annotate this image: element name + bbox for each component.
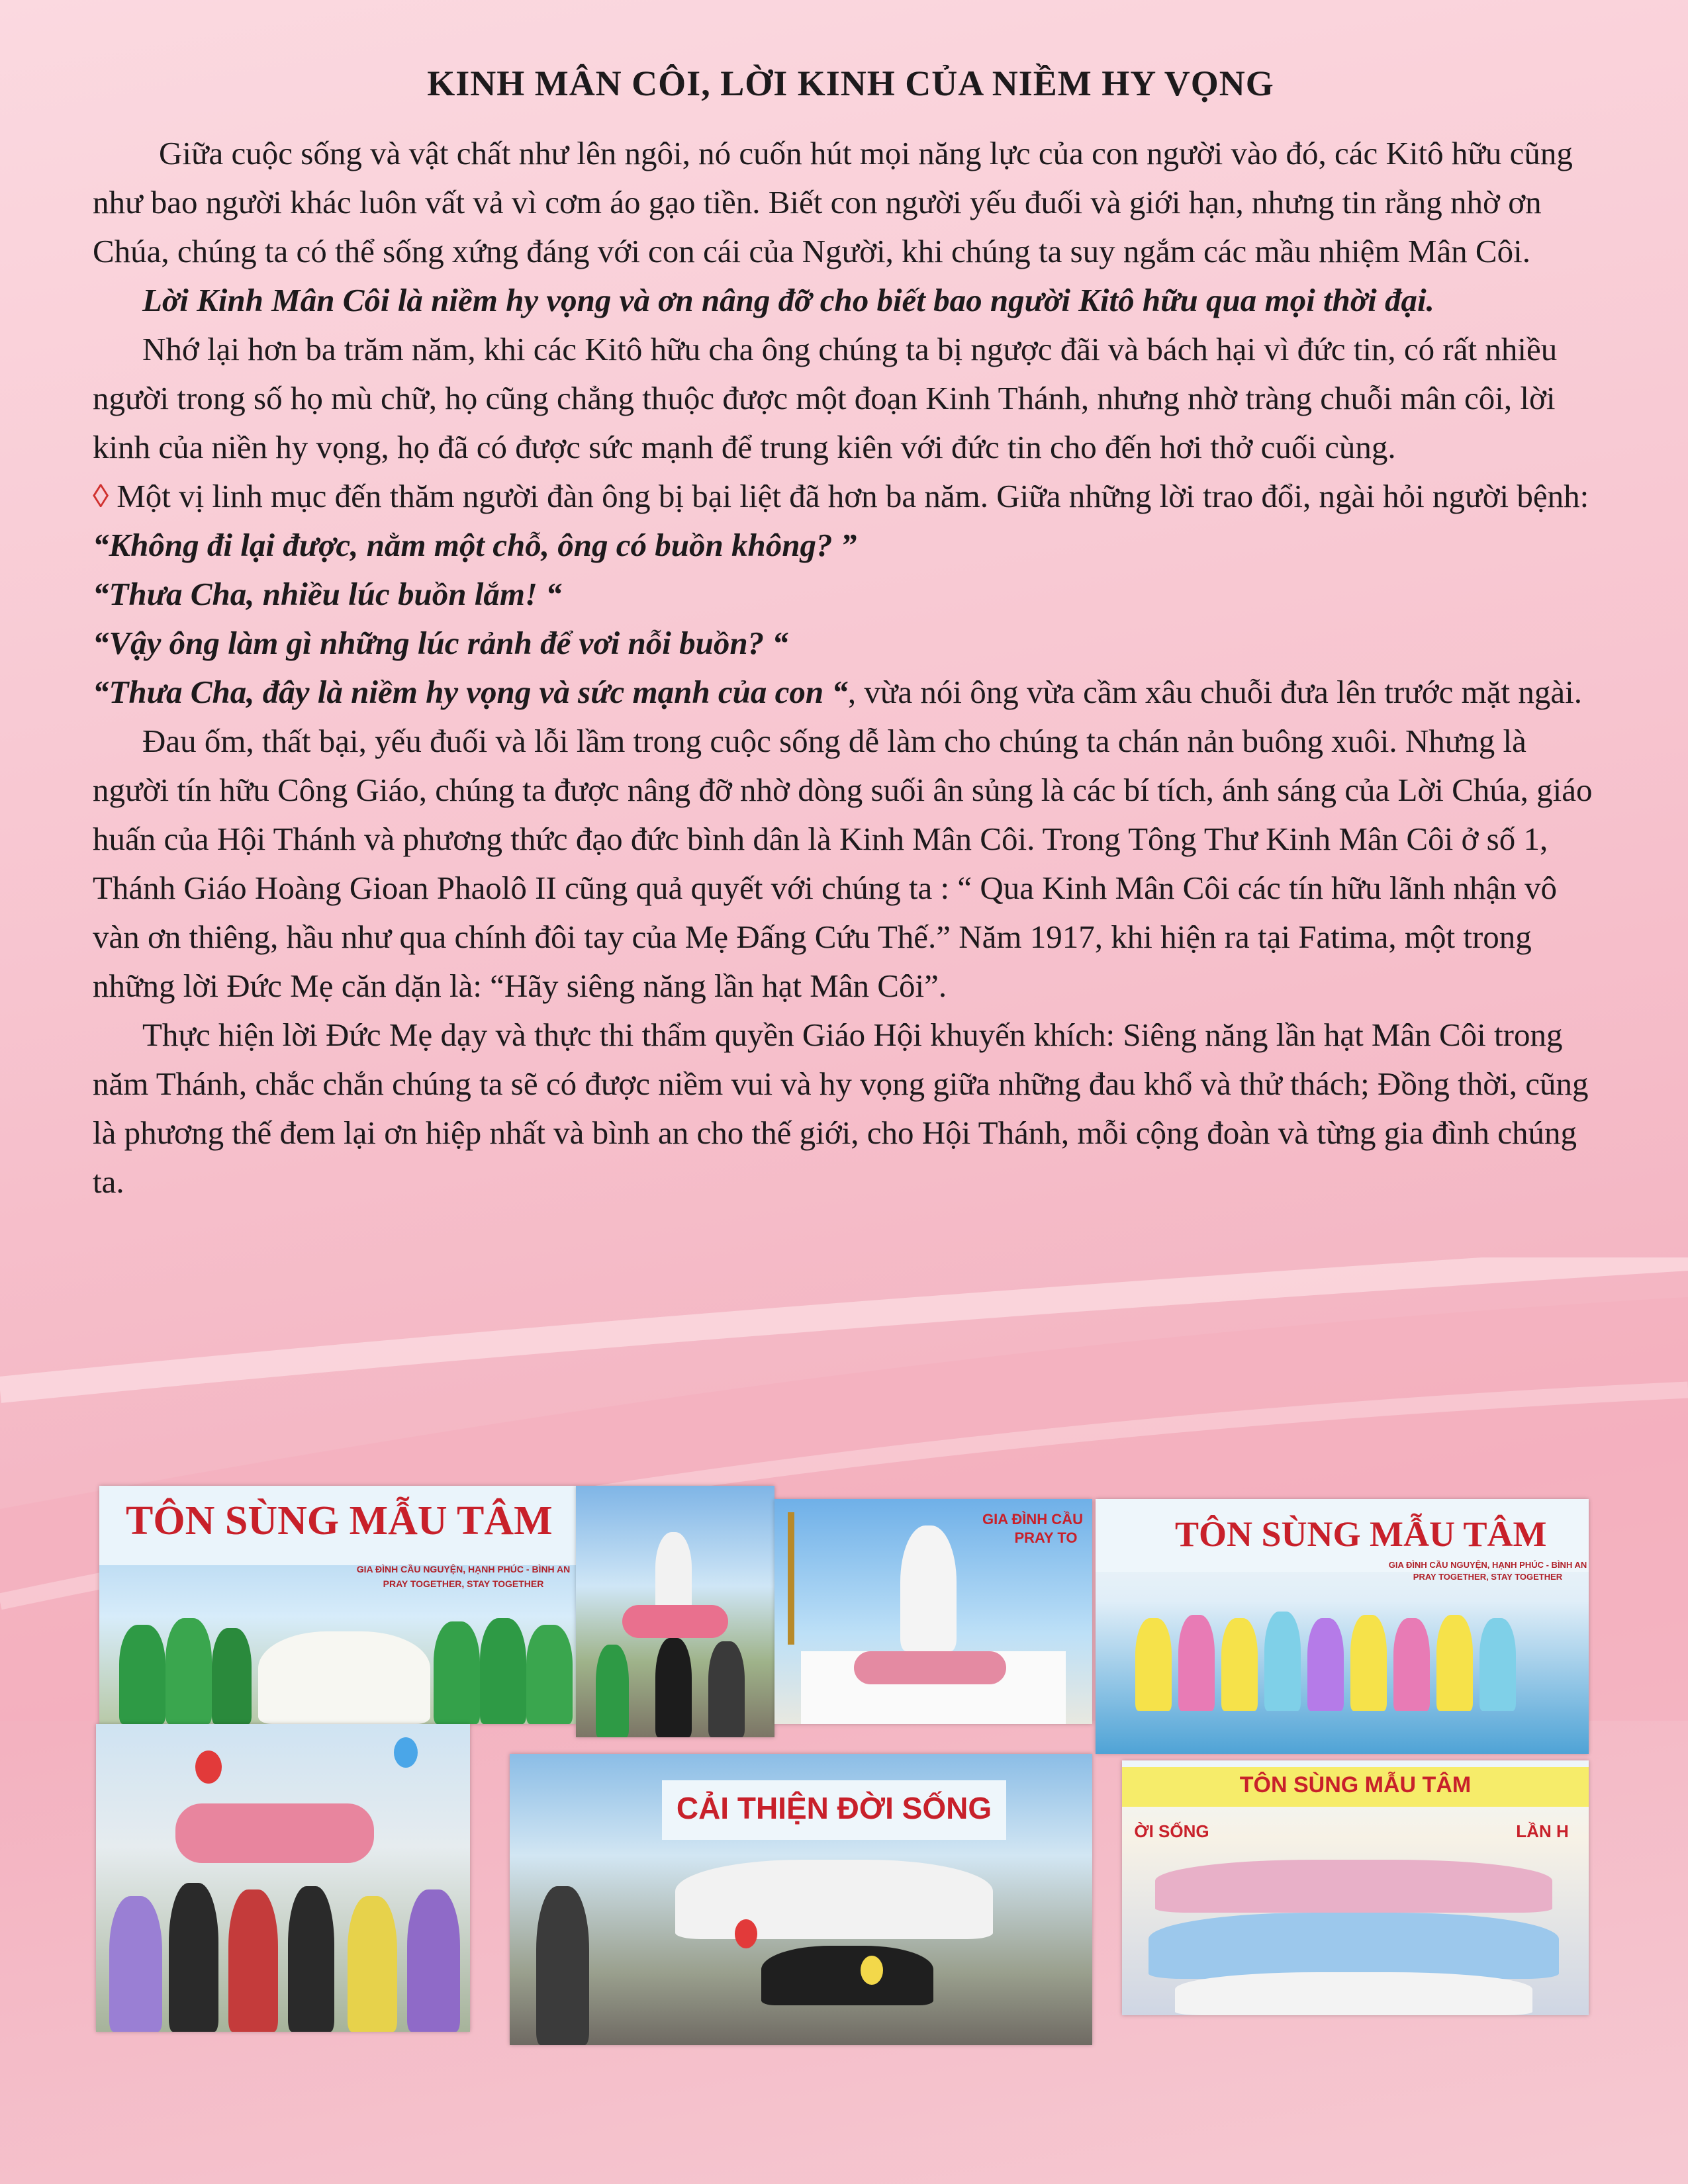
- article: [93, 63, 1609, 1206]
- banner-subtitle: PRAY TO: [1014, 1529, 1078, 1546]
- banner-title: CẢI THIỆN ĐỜI SỐNG: [676, 1791, 992, 1825]
- photo-dancers: [1096, 1499, 1589, 1754]
- story-intro-block: [93, 472, 1609, 521]
- banner-subtitle-2: PRAY TOGETHER, STAY TOGETHER: [383, 1578, 544, 1589]
- banner-title: GIA ĐÌNH CẦU: [982, 1511, 1083, 1527]
- quote-3: “Vậy ông làm gì những lúc rảnh để vơi nỗi buồn? “: [93, 625, 788, 661]
- balloon-icon: [861, 1956, 883, 1985]
- paragraph-2: Nhớ lại hơn ba trăm năm, khi các Kitô hữu cha ông chúng ta bị ngược đãi và bách hại vì đức tin, có rất nhiều người trong số họ mù chữ, họ cũng chẳng thuộc được một đoạn Kinh Thánh, nhưng nhờ tràng chuỗi mân côi, lời kinh của niền hy vọng, họ đã có được sức mạnh để trung kiên với đức tin cho đến hơi thở cuối cùng.: [93, 331, 1558, 465]
- banner-title: TÔN SÙNG MẪU TÂM: [126, 1498, 553, 1543]
- banner-subtitle: GIA ĐÌNH CẦU NGUYỆN, HẠNH PHÚC - BÌNH AN: [356, 1564, 571, 1574]
- flowers: [854, 1651, 1006, 1684]
- choir-banner: [662, 1780, 1006, 1840]
- banner-subtitle: GIA ĐÌNH CẦU NGUYỆN, HẠNH PHÚC - BÌNH AN: [1388, 1560, 1587, 1570]
- photo-procession: [576, 1486, 774, 1737]
- story-intro: Một vị linh mục đến thăm người đàn ông bị bại liệt đã hơn ba năm. Giữa những lời trao đổi, ngài hỏi người bệnh:: [117, 478, 1589, 514]
- article-title: KINH MÂN CÔI, LỜI KINH CỦA NIỀM HY VỌNG: [427, 64, 1274, 103]
- photo-choir: [510, 1754, 1092, 2045]
- photo-banner: [1122, 1767, 1589, 1807]
- statue: [655, 1532, 692, 1612]
- balloon-icon: [195, 1751, 222, 1784]
- paragraph-3: Đau ốm, thất bại, yếu đuối và lỗi lầm trong cuộc sống dễ làm cho chúng ta chán nản buông xuôi. Nhưng là người tín hữu Công Giáo, chúng ta được nâng đỡ nhờ dòng suối ân sủng là các bí tích, ánh sáng của Lời Chúa, giáo huấn của Hội Thánh và phương thức đạo đức bình dân là Kinh Mân Côi. Trong Tông Thư Kinh Mân Côi ở số 1, Thánh Giáo Hoàng Gioan Phaolô II cũng quả quyết với chúng ta : “ Qua Kinh Mân Côi các tín hữu lãnh nhận vô vàn ơn thiêng, hầu như qua chính đôi tay của Mẹ Đấng Cứu Thế.” Năm 1917, khi hiện ra tại Fatima, một trong những lời Đức Mẹ căn dặn là: “Hãy siêng năng lần hạt Mân Côi”.: [93, 723, 1593, 1004]
- banner-title: TÔN SÙNG MẪU TÂM: [1239, 1772, 1472, 1797]
- balloon-icon: [394, 1737, 418, 1768]
- emphasis-line: Lời Kinh Mân Côi là niềm hy vọng và ơn nâng đỡ cho biết bao người Kitô hữu qua mọi thời đại.: [142, 282, 1434, 318]
- photo-banner: [1096, 1499, 1589, 1582]
- photo-procession-flowers: [96, 1724, 470, 2032]
- flowers: [622, 1605, 728, 1638]
- paragraph-1: Giữa cuộc sống và vật chất như lên ngôi, nó cuốn hút mọi năng lực của con người vào đó, các Kitô hữu cũng như bao người khác luôn vất vả vì cơm áo gạo tiền. Biết con người yếu đuối và giới hạn, nhưng tin rằng nhờ ơn Chúa, chúng ta có thể sống xứng đáng với con cái của Người, khi chúng ta suy ngắm các mầu nhiệm Mân Côi.: [93, 135, 1573, 269]
- cross-icon: [788, 1512, 794, 1645]
- paragraph-4: Thực hiện lời Đức Mẹ dạy và thực thi thẩm quyền Giáo Hội khuyến khích: Siêng năng lần hạt Mân Côi trong năm Thánh, chắc chắn chúng ta sẽ có được niềm vui và hy vọng giữa những đau khổ và thử thách; Đồng thời, cũng là phương thế đem lại ơn hiệp nhất và bình an cho thế giới, cho Hội Thánh, mỗi cộng đoàn và từng gia đình chúng ta.: [93, 1017, 1589, 1200]
- quote-2: “Thưa Cha, nhiều lúc buồn lắm! “: [93, 576, 562, 612]
- photo-banner: [99, 1486, 576, 1589]
- banner-title: TÔN SÙNG MẪU TÂM: [1175, 1514, 1547, 1554]
- quote-4: “Thưa Cha, đây là niềm hy vọng và sức mạnh của con “: [93, 674, 848, 710]
- photo-group: [1122, 1760, 1589, 2015]
- diamond-icon: ◊: [93, 478, 109, 514]
- quote-4-tail: , vừa nói ông vừa cầm xâu chuỗi đưa lên trước mặt ngài.: [847, 674, 1582, 710]
- banner-right: LẦN H: [1516, 1821, 1569, 1841]
- quote-4-block: [93, 668, 1609, 717]
- statue: [900, 1525, 957, 1651]
- quote-1: “Không đi lại được, nằm một chỗ, ông có buồn không? ”: [93, 527, 857, 563]
- photo-priests-altar: [99, 1486, 576, 1724]
- flowers: [175, 1803, 374, 1863]
- banner-left: ỜI SỐNG: [1134, 1821, 1209, 1841]
- banner-subtitle-2: PRAY TOGETHER, STAY TOGETHER: [1413, 1572, 1563, 1582]
- balloon-icon: [735, 1919, 757, 1948]
- photo-statue-altar: [774, 1499, 1092, 1724]
